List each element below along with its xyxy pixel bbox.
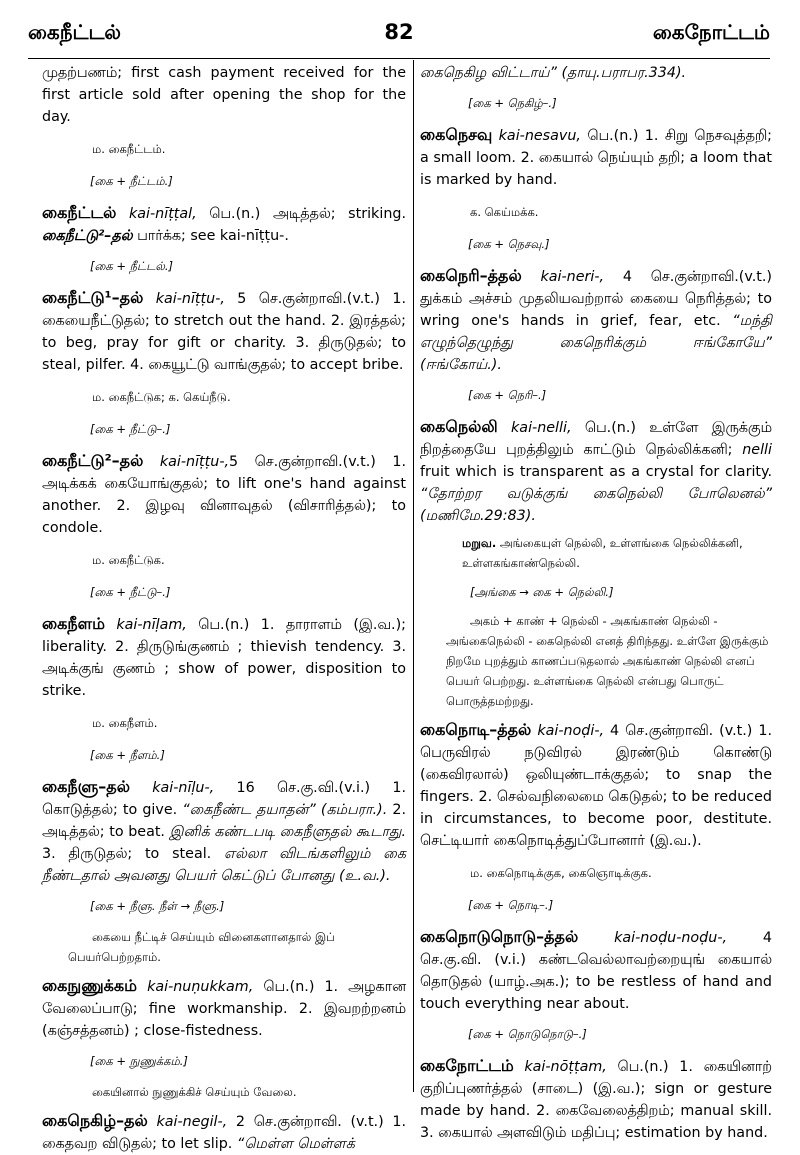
definition: fruit which is transparent as a crystal for clarity. (420, 464, 772, 480)
etymology: [அங்கை → கை + நெல்லி.] (470, 585, 614, 599)
cognates: ம. கைநீட்டுக; க. கெய்நீடு. (92, 390, 231, 404)
transliteration: kai-nīḷam, (116, 617, 187, 633)
etymology: [கை + நொடுநொடு–.] (468, 1027, 587, 1041)
headword: கைநோட்டம் (420, 1056, 514, 1075)
entry-kainilu (42, 776, 406, 887)
running-header (28, 20, 770, 54)
entry-kainesavu (420, 124, 772, 191)
transliteration: kai-nīṭṭu-, (155, 291, 225, 307)
etymology: [கை + நீளு. நீள் → நீளு.] (90, 899, 225, 913)
entry-kainegil (42, 1110, 406, 1155)
definition: 4 செ.குன்றாவி. (v.t.) 1. பெருவிரல் நடுவிரல் இரண்டும் கொண்டு (கைவிரலால்) ஒலியுண்டாக்குதல்; to snap the fingers. 2. செல்வநிலைமை கெடுதல்; to be reduced in circumstances, to become poor, destitute. செட்டியார் கைநொடித்துப்போனார் (இ.வ.). (420, 723, 773, 849)
headword: கைநெகிழ்–தல் (42, 1111, 148, 1130)
etymology-note: கையை நீட்டிச் செய்யும் வினைகளானதால் இப் பெயர்பெற்றதாம். (68, 930, 335, 964)
transliteration: kai-nōṭṭam, (524, 1059, 607, 1075)
cognates: ம. கைநொடிக்குக, கைஞொடிக்குக. (470, 866, 652, 880)
header-right-guideword: கைநோட்டம் (652, 20, 770, 44)
headword: கைநுணுக்கம் (42, 976, 137, 995)
definition: பெ.(n.) 1. அழகான வேலைப்பாடு; fine workmanship. 2. இவறற்றனம் (கஞ்சத்தனம்) ; close-fistedness. (42, 979, 407, 1039)
transliteration: kai-negil-, (156, 1114, 228, 1130)
headword: கைநெரி–த்தல் (420, 266, 522, 285)
transliteration: kai-nīḷu-, (152, 780, 215, 796)
entry-kaineri (420, 265, 772, 376)
synonyms (462, 533, 772, 573)
transliteration: kai-noḍi-, (537, 723, 605, 739)
entry-kainodunodu (420, 926, 772, 1015)
example: இனிக் கண்டபடி கைநீளுதல் கூடாது. (169, 824, 406, 840)
entry-kainelli (420, 416, 772, 527)
headword: கைநீட்டல் (42, 203, 117, 222)
etymology: [கை + நீட்டு–.] (90, 585, 171, 599)
headword: கைநீளு–தல் (42, 777, 130, 796)
definition: பெ.(n.) அடித்தல்; striking. (196, 206, 406, 222)
synonyms-label: மறுவ. (462, 536, 497, 550)
etymology: [கை + நீட்டம்.] (90, 174, 173, 188)
quotation: “மெள்ள மெள்ளக் (236, 1136, 355, 1152)
definition: 5 செ.குன்றாவி.(v.t.) 1. அடிக்கக் கையோங்குதல்; to lift one's hand against another. 2. இழவு வினாவுதல் (விசாரித்தல்); to condole. (42, 454, 406, 536)
transliteration: kai-noḍu-noḍu-, (614, 930, 728, 946)
etymology: [கை + நீளம்.] (90, 748, 165, 762)
transliteration: kai-nelli, (511, 420, 572, 436)
etymology: [கை + நொடி–.] (468, 898, 554, 912)
definition: 16 செ.கு.வி.(v.i.) 1. கொடுத்தல்; to give. (42, 780, 406, 818)
quotation: “தோற்றர வடுக்குங் கைநெல்லி போலெனல்” (மணிமே.29:83). (420, 486, 772, 524)
continued-definition: முதற்பணம்; first cash payment received for the first article sold after opening the shop for the day. (42, 65, 406, 125)
definition: 4 செ.குன்றாவி.(v.t.) துக்கம் அச்சம் முதலியவற்றால் கையை நெரித்தல்; to wring one's hands in grief, fear, etc. (420, 269, 772, 329)
headword: கைநொடி–த்தல் (420, 720, 532, 739)
transliteration: kai-neri-, (540, 269, 605, 285)
etymology: [கை + நீட்டு–.] (90, 422, 171, 436)
column-divider (413, 60, 414, 1092)
header-rule (28, 58, 770, 59)
quotation: “மந்தி எழுந்தெழுந்து கைநெரிக்கும் ஈங்கோயே” (ஈங்கோய்.). (420, 313, 772, 373)
definition: பெ.(n.) உள்ளே இருக்கும் நிறத்தையே புறத்திலும் காட்டும் நெல்லிக்கனி; (420, 420, 773, 458)
synonyms-list: அங்கையுள் நெல்லி, உள்ளங்கை நெல்லிக்கனி, உள்ளகங்காண்நெல்லி. (462, 536, 743, 570)
etymology-note: கையினால் நுணுக்கிச் செய்யும் வேலை. (92, 1085, 297, 1099)
transliteration: kai-nesavu, (498, 128, 581, 144)
definition: 4 செ.கு.வி. (v.i.) கண்டவெல்லாவற்றையுங் கையால் தொடுதல் (யாழ்.அக.); to be restless of hand and touch everything near about. (420, 930, 772, 1012)
definition: 3. திருடுதல்; to steal. (42, 846, 225, 862)
headword: கைநீட்டு²–தல் (42, 451, 144, 470)
example: எல்லா விடங்களிலும் கை நீண்டதால் அவனது பெயர் கெட்டுப் போனது (உ.வ.). (42, 846, 406, 884)
entry-kainittal (42, 202, 406, 247)
etymology: [கை + நெகிழ்–.] (468, 96, 557, 110)
headword: கைநெல்லி (420, 417, 498, 436)
entry-kainittu-2 (42, 450, 406, 539)
entry-kainilam (42, 613, 406, 702)
etymology: [கை + நெசவு.] (468, 237, 550, 251)
transliteration-inline: nelli (742, 442, 772, 458)
headword: கைநொடுநொடு–த்தல் (420, 927, 579, 946)
entry-kainottam (420, 1055, 772, 1144)
definition: பார்க்க; see kai-nīṭṭu-. (132, 228, 289, 244)
headword: கைநீட்டு¹–தல் (42, 288, 144, 307)
definition: 2 செ.குன்றாவி. (v.t.) 1. கைதவற விடுதல்; to let slip. (42, 1114, 406, 1152)
etymology-note: அகம் + காண் + நெல்லி - அகங்காண் நெல்லி - அங்கைநெல்லி - கைநெல்லி எனத் திரிந்தது. உள்ளே இருக்கும் நிறமே புறத்தும் காணப்படுதலால் அகங்காண் நெல்லி எனப் பெயர் பெற்றது. உள்ளங்கை நெல்லி என்பது பொருட் பொருத்தமற்றது. (446, 614, 769, 708)
entry-kainunukkam (42, 975, 406, 1042)
headword: கைநெசவு (420, 125, 493, 144)
entry-kainodi (420, 719, 772, 852)
cross-reference: கைநீட்டு²–தல் (42, 228, 133, 244)
transliteration: kai-nīṭṭu-, (159, 454, 230, 470)
left-column (42, 62, 407, 1152)
page-number: 82 (384, 20, 414, 44)
cognates: ம. கைநீட்டம். (92, 142, 166, 156)
cognates: ம. கைநீட்டுக. (92, 553, 165, 567)
cognates: ம. கைநீளம். (92, 716, 158, 730)
right-column (420, 62, 773, 1141)
quotation: “கைநீண்ட தயாதன்” (கம்பரா.). (182, 802, 388, 818)
etymology: [கை + நெரி–.] (468, 388, 547, 402)
entry-kainittu-1 (42, 287, 406, 376)
headword: கைநீளம் (42, 614, 105, 633)
header-left-guideword: கைநீட்டல் (28, 20, 121, 44)
definition: பெ.(n.) 1. கையினாற் குறிப்புணர்த்தல் (சாடை) (இ.வ.); sign or gesture made by hand. 2. கைவேலைத்திறம்; manual skill. 3. கையால் அளவிடும் மதிப்பு; estimation by hand. (420, 1059, 772, 1141)
definition: பெ.(n.) 1. தாராளம் (இ.வ.); liberality. 2. திருடுங்குணம் ; thievish tendency. 3. அடிக்குங் குணம் ; show of power, disposition to strike. (42, 617, 406, 699)
cognates: க. கெய்மக்க. (470, 205, 539, 219)
etymology: [கை + நீட்டல்.] (90, 259, 174, 273)
transliteration: kai-nuṇukkam, (147, 979, 254, 995)
definition: 2. அடித்தல்; to beat. (42, 802, 406, 840)
definition: பெ.(n.) 1. சிறு நெசவுத்தறி; a small loom. 2. கையால் நெய்யும் தறி; a loom that is marked by hand. (420, 128, 773, 188)
definition: 5 செ.குன்றாவி.(v.t.) 1. கையைநீட்டுதல்; to stretch out the hand. 2. இரத்தல்; to beg, pray for gift or charity. 3. திருடுதல்; to steal, pilfer. 4. கையூட்டு வாங்குதல்; to accept bribe. (42, 291, 406, 373)
etymology: [கை + நுணுக்கம்.] (90, 1054, 188, 1068)
transliteration: kai-nīṭṭal, (128, 206, 197, 222)
continued-quotation: கைநெகிழ விட்டாய்” (தாயு.பராபர.334). (420, 65, 687, 81)
